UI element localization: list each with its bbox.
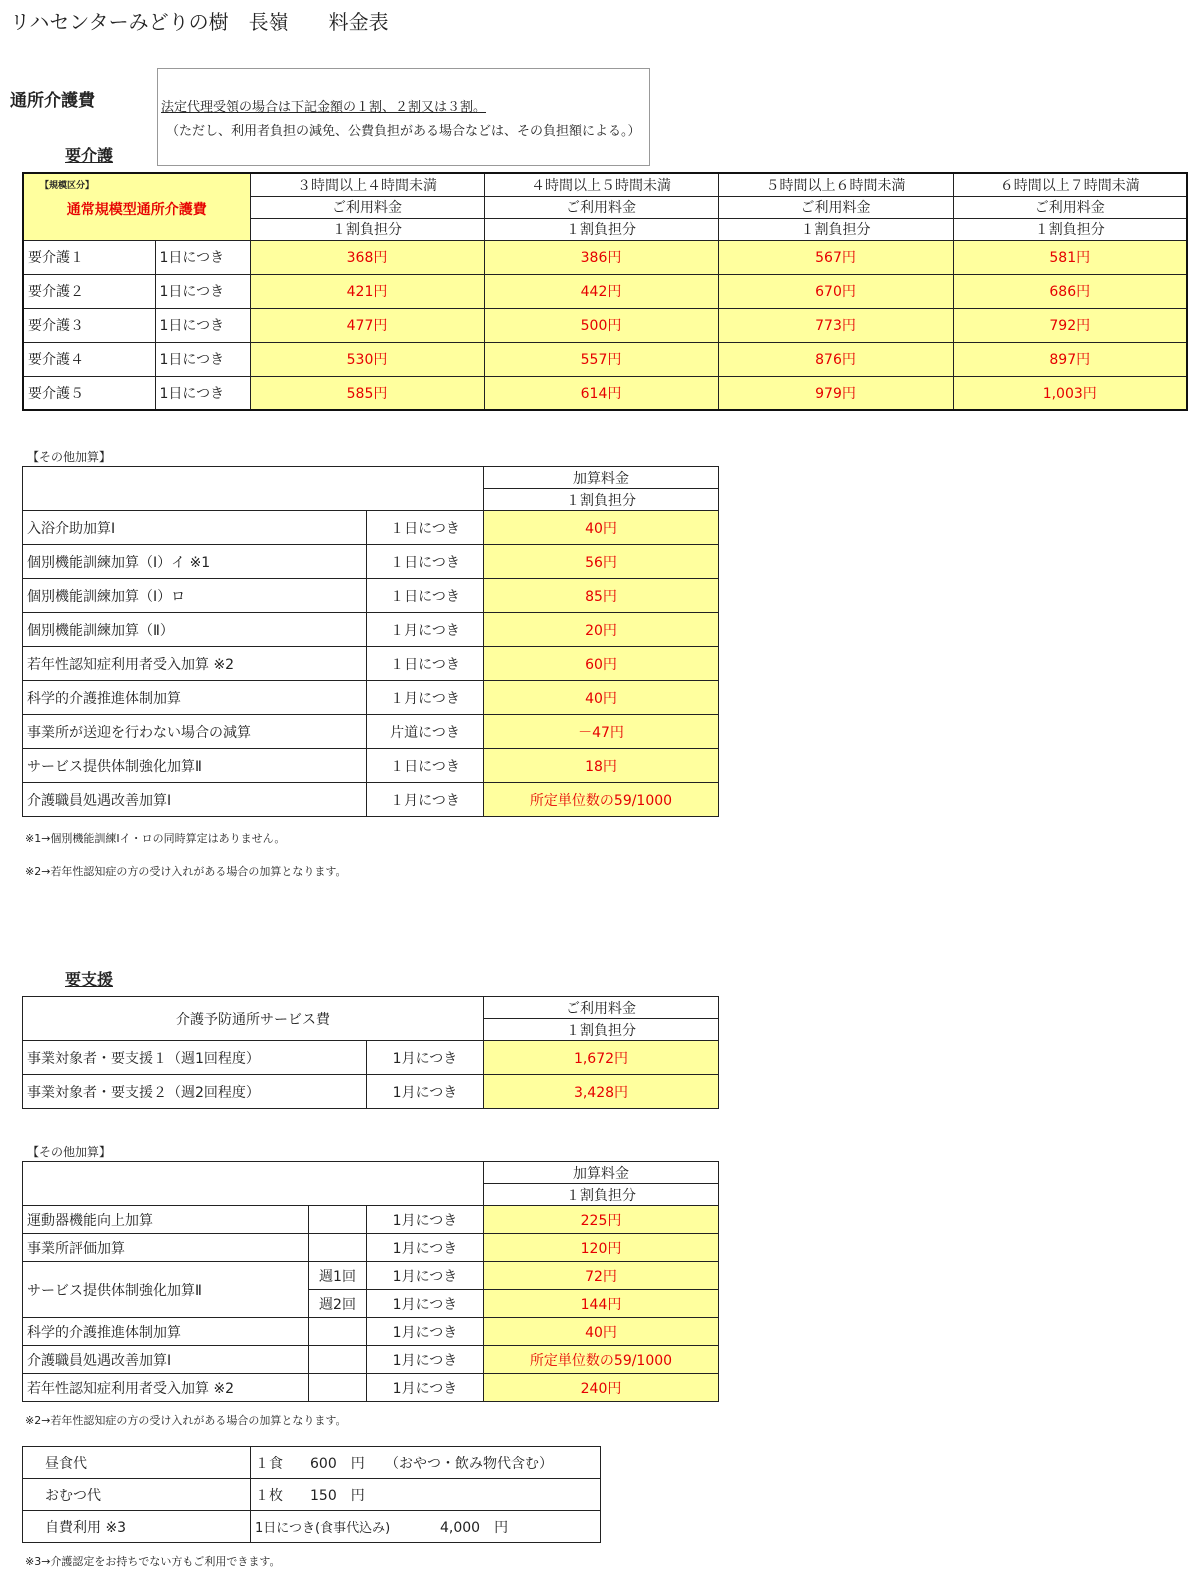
addition-name: 科学的介護推進体制加算 [23, 1318, 309, 1346]
unit-cell: １日につき [367, 749, 484, 783]
unit-cell: １日につき [367, 647, 484, 681]
price-cell: 所定単位数の59/1000 [484, 1346, 719, 1374]
sub-header: ご利用料金 [953, 196, 1187, 218]
price-cell: 897円 [953, 342, 1187, 376]
table-row [23, 783, 719, 817]
unit-cell: １日につき [367, 511, 484, 545]
unit-cell: 1日につき [155, 376, 250, 410]
addition-name: サービス提供体制強化加算Ⅱ [23, 1262, 309, 1318]
charge-amount: 4,000 円 [440, 1519, 509, 1536]
table-row [23, 1041, 719, 1075]
price-cell: 72円 [484, 1262, 719, 1290]
table-row [23, 749, 719, 783]
support-level: 事業対象者・要支援１（週1回程度） [23, 1041, 367, 1075]
unit-cell: １月につき [367, 783, 484, 817]
addition-name: 事業所が送迎を行わない場合の減算 [23, 715, 367, 749]
care-level: 要介護２ [23, 274, 155, 308]
charge-detail [251, 1447, 601, 1479]
other-charges-table [22, 1446, 601, 1543]
sub-header: １割負担分 [250, 218, 484, 240]
service-name: 介護予防通所サービス費 [23, 997, 484, 1041]
care-level: 要介護５ [23, 376, 155, 410]
price-cell: 所定単位数の59/1000 [484, 783, 719, 817]
care-level: 要介護３ [23, 308, 155, 342]
price-cell: 421円 [250, 274, 484, 308]
unit-cell: 1月につき [367, 1041, 484, 1075]
addition-name: 介護職員処遇改善加算Ⅰ [23, 1346, 309, 1374]
footnote: ※1→個別機能訓練Ⅰイ・ロの同時算定はありません。 [25, 832, 286, 845]
price-cell: 85円 [484, 579, 719, 613]
sub-header: ご利用料金 [250, 196, 484, 218]
column-header: ４時間以上５時間未満 [484, 173, 718, 196]
sub-header: １割負担分 [484, 1184, 719, 1206]
kaigo-extra-table [22, 466, 719, 817]
price-cell: 792円 [953, 308, 1187, 342]
table-row [23, 1262, 719, 1290]
price-cell: 585円 [250, 376, 484, 410]
care-level: 要介護４ [23, 342, 155, 376]
sub-header: １割負担分 [953, 218, 1187, 240]
sub-header: １割負担分 [484, 218, 718, 240]
price-cell: 442円 [484, 274, 718, 308]
table-row [23, 1075, 719, 1109]
care-level: 要介護１ [23, 240, 155, 274]
addition-name: 運動器機能向上加算 [23, 1206, 309, 1234]
price-cell: 876円 [718, 342, 953, 376]
unit-cell: 1日につき [155, 274, 250, 308]
charge-amount: 150 円 [310, 1487, 365, 1504]
unit-cell: 1月につき [367, 1374, 484, 1402]
unit-cell: 1月につき [367, 1346, 484, 1374]
frequency-cell: 週1回 [309, 1262, 367, 1290]
table-row [23, 1234, 719, 1262]
table-row [23, 1511, 601, 1543]
charge-qty: １枚 [255, 1487, 283, 1504]
sub-header: １割負担分 [718, 218, 953, 240]
addition-name: 介護職員処遇改善加算Ⅰ [23, 783, 367, 817]
price-cell: 3,428円 [484, 1075, 719, 1109]
notice-box [157, 68, 650, 166]
price-cell: 368円 [250, 240, 484, 274]
price-cell: 225円 [484, 1206, 719, 1234]
table-row [23, 511, 719, 545]
notice-line-2: （ただし、利用者負担の減免、公費負担がある場合などは、その負担額による。） [166, 124, 641, 139]
price-cell: 20円 [484, 613, 719, 647]
unit-cell: 片道につき [367, 715, 484, 749]
shien-table [22, 996, 719, 1109]
table-row [23, 1346, 719, 1374]
unit-cell: 1月につき [367, 1262, 484, 1290]
shien-extra-table [22, 1161, 719, 1402]
charge-label: 自費利用 ※3 [23, 1511, 251, 1543]
unit-cell: 1月につき [367, 1206, 484, 1234]
table-row [23, 1206, 719, 1234]
unit-cell: １月につき [367, 613, 484, 647]
price-cell: 581円 [953, 240, 1187, 274]
page-title: リハセンターみどりの樹 長嶺 料金表 [10, 10, 389, 34]
sub-header: １割負担分 [484, 489, 719, 511]
addition-name: 科学的介護推進体制加算 [23, 681, 367, 715]
addition-name: 個別機能訓練加算（Ⅰ）ロ [23, 579, 367, 613]
price-cell: 979円 [718, 376, 953, 410]
table-row [23, 1447, 601, 1479]
unit-cell: １日につき [367, 579, 484, 613]
addition-name: 若年性認知症利用者受入加算 ※2 [23, 1374, 309, 1402]
addition-name: 事業所評価加算 [23, 1234, 309, 1262]
table-row [23, 545, 719, 579]
unit-cell: 1月につき [367, 1234, 484, 1262]
table-row [23, 613, 719, 647]
table-row [23, 647, 719, 681]
table-row [23, 1479, 601, 1511]
charge-label: 昼食代 [23, 1447, 251, 1479]
footnote: ※3→介護認定をお持ちでない方もご利用できます。 [25, 1555, 281, 1568]
table-row [23, 681, 719, 715]
unit-cell: １月につき [367, 681, 484, 715]
addition-name: サービス提供体制強化加算Ⅱ [23, 749, 367, 783]
sub-header: ご利用料金 [718, 196, 953, 218]
notice-line-1: 法定代理受領の場合は下記金額の１割、２割又は３割。 [161, 100, 487, 115]
scale-label: 【規模区分】 [40, 181, 95, 191]
price-cell: 1,003円 [953, 376, 1187, 410]
unit-cell: 1日につき [155, 342, 250, 376]
charge-amount: 600 円 [310, 1455, 365, 1472]
table-row [23, 274, 1187, 308]
shien-heading: 要支援 [65, 970, 114, 989]
support-level: 事業対象者・要支援２（週2回程度） [23, 1075, 367, 1109]
price-cell: 773円 [718, 308, 953, 342]
scale-name: 通常規模型通所介護費 [66, 202, 207, 218]
table-row [23, 376, 1187, 410]
charge-qty: 1日につき(食事代込み) [255, 1520, 391, 1536]
table-row [23, 342, 1187, 376]
table-row [23, 1374, 719, 1402]
charge-note: （おやつ・飲み物代含む） [385, 1455, 553, 1472]
column-header: 加算料金 [484, 1162, 719, 1184]
price-cell: 120円 [484, 1234, 719, 1262]
price-cell: 40円 [484, 511, 719, 545]
price-cell: 500円 [484, 308, 718, 342]
price-cell: 567円 [718, 240, 953, 274]
price-cell: 557円 [484, 342, 718, 376]
sub-header: ご利用料金 [484, 196, 718, 218]
footnote: ※2→若年性認知症の方の受け入れがある場合の加算となります。 [25, 865, 347, 878]
column-header: ６時間以上７時間未満 [953, 173, 1187, 196]
kaigo-extra-heading: 【その他加算】 [27, 450, 112, 464]
unit-cell: 1月につき [367, 1290, 484, 1318]
price-cell: 18円 [484, 749, 719, 783]
addition-name: 入浴介助加算Ⅰ [23, 511, 367, 545]
unit-cell: 1日につき [155, 308, 250, 342]
table-row [23, 715, 719, 749]
unit-cell: 1月につき [367, 1075, 484, 1109]
price-cell: 60円 [484, 647, 719, 681]
price-cell: 386円 [484, 240, 718, 274]
addition-name: 個別機能訓練加算（Ⅱ） [23, 613, 367, 647]
addition-name: 若年性認知症利用者受入加算 ※2 [23, 647, 367, 681]
column-header: ５時間以上６時間未満 [718, 173, 953, 196]
price-cell: 530円 [250, 342, 484, 376]
price-cell: 614円 [484, 376, 718, 410]
kaigo-table [22, 172, 1188, 411]
price-cell: 40円 [484, 1318, 719, 1346]
charge-detail [251, 1479, 601, 1511]
section-main-heading: 通所介護費 [10, 91, 95, 111]
price-cell: 144円 [484, 1290, 719, 1318]
column-header: ご利用料金 [484, 997, 719, 1019]
price-cell: －47円 [484, 715, 719, 749]
kaigo-heading: 要介護 [65, 146, 114, 165]
unit-cell: 1月につき [367, 1318, 484, 1346]
column-header: 加算料金 [484, 467, 719, 489]
table-row [23, 1318, 719, 1346]
price-cell: 56円 [484, 545, 719, 579]
table-row [23, 240, 1187, 274]
price-cell: 670円 [718, 274, 953, 308]
price-cell: 40円 [484, 681, 719, 715]
price-cell: 686円 [953, 274, 1187, 308]
charge-detail [251, 1511, 601, 1543]
charge-label: おむつ代 [23, 1479, 251, 1511]
table-row [23, 579, 719, 613]
scale-category-cell [23, 173, 250, 240]
unit-cell: 1日につき [155, 240, 250, 274]
frequency-cell: 週2回 [309, 1290, 367, 1318]
price-cell: 477円 [250, 308, 484, 342]
table-row [23, 308, 1187, 342]
footnote: ※2→若年性認知症の方の受け入れがある場合の加算となります。 [25, 1414, 347, 1427]
charge-qty: １食 [255, 1455, 283, 1472]
price-cell: 240円 [484, 1374, 719, 1402]
column-header: ３時間以上４時間未満 [250, 173, 484, 196]
shien-extra-heading: 【その他加算】 [27, 1145, 112, 1159]
price-cell: 1,672円 [484, 1041, 719, 1075]
addition-name: 個別機能訓練加算（Ⅰ）イ ※1 [23, 545, 367, 579]
sub-header: １割負担分 [484, 1019, 719, 1041]
unit-cell: １日につき [367, 545, 484, 579]
